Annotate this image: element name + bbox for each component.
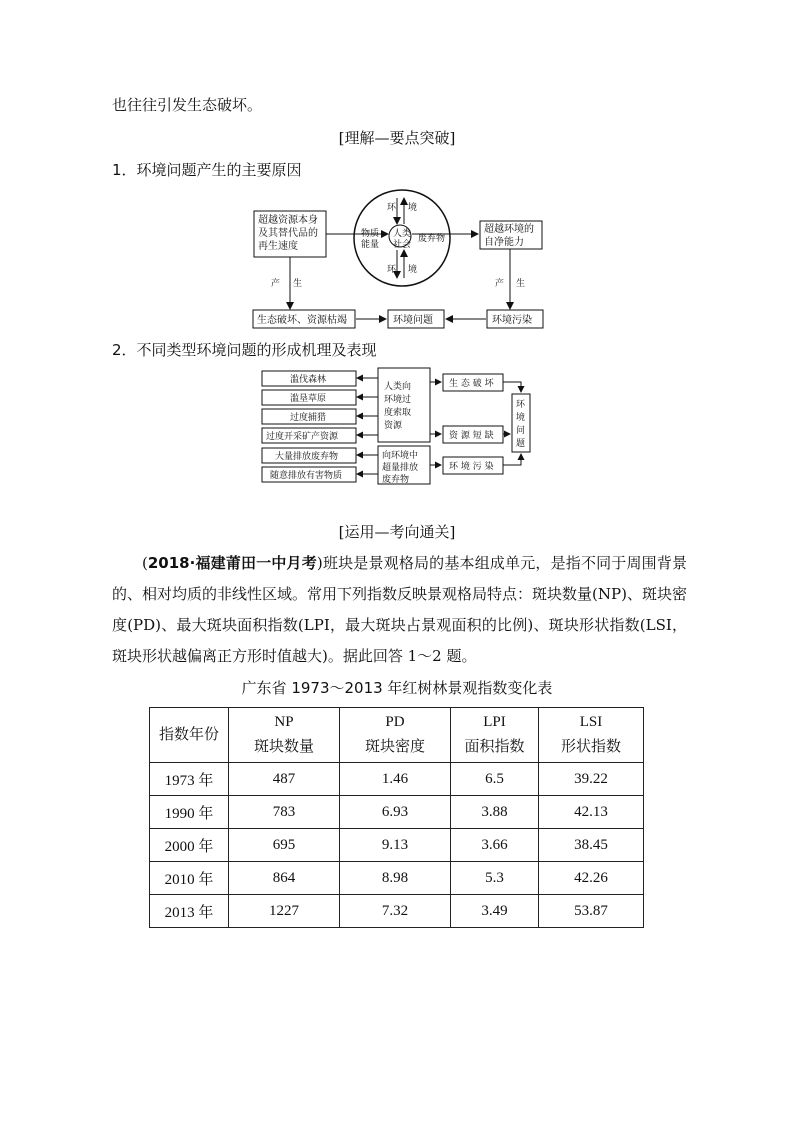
cell-np: 1227 <box>229 895 340 928</box>
left-item-6: 随意排放有害物质 <box>270 471 343 481</box>
cell-pd: 6.93 <box>340 796 451 829</box>
left-item-5: 大量排放废弃物 <box>275 452 339 462</box>
cell-lsi: 42.13 <box>539 796 644 829</box>
right-box-line1: 超越环境的 <box>484 224 534 235</box>
cell-lsi: 42.26 <box>539 862 644 895</box>
corner-header: 指数年份 <box>150 708 229 763</box>
left-item-2: 滥垦草原 <box>290 394 327 404</box>
table-title: 广东省 1973～2013 年红树林景观指数变化表 <box>241 679 553 697</box>
final-4: 题 <box>516 439 526 449</box>
cell-lsi: 38.45 <box>539 829 644 862</box>
question-paragraph: (2018·福建莆田一中月考)班块是景观格局的基本组成单元，是指不同于周围背景的、相对均质的非线性区域。常用下列指数反映景观格局特点：斑块数量(NP)、斑块密度(PD)、最大斑块面积指数(LPI，最大斑块占景观面积的比例)、斑块形状指数(LSI，斑块形状越偏离正方形时值越大)。据此回答 1～2 题。 <box>112 554 687 665</box>
circle-top-right: 境 <box>408 203 418 213</box>
mid-bottom-1: 向环境中 <box>382 451 419 461</box>
produce-left-a: 产 <box>271 279 281 289</box>
circle-left-line2: 能量 <box>361 240 380 250</box>
question-source: 2018·福建莆田一中月考 <box>147 554 317 572</box>
section-title-understand: [理解—要点突破] <box>338 129 456 147</box>
produce-right-b: 生 <box>516 279 526 289</box>
center-line1: 人类 <box>393 229 412 239</box>
circle-bottom-right: 境 <box>408 265 418 275</box>
bottom-right-label: 环境污染 <box>492 315 532 326</box>
cell-year: 2013 年 <box>150 895 229 928</box>
point1-title: 1．环境问题产生的主要原因 <box>112 161 302 179</box>
intro-line: 也往往引发生态破坏。 <box>112 96 263 114</box>
mid-top-1: 人类向 <box>384 382 412 392</box>
right-item-3: 环 境 污 染 <box>449 462 494 472</box>
produce-left-b: 生 <box>293 279 303 289</box>
cell-pd: 8.98 <box>340 862 451 895</box>
table-row <box>150 862 644 895</box>
header-lpi-name: 面积指数 <box>464 739 525 755</box>
mangrove-index-table <box>149 707 644 928</box>
bottom-left-label: 生态破坏、资源枯竭 <box>257 315 347 326</box>
circle-right-label: 废弃物 <box>418 234 446 244</box>
table-header-row <box>150 708 644 763</box>
cell-year: 2000 年 <box>150 829 229 862</box>
circle-top-left: 环 <box>387 203 397 213</box>
cell-lpi: 3.66 <box>451 829 539 862</box>
mid-top-3: 度索取 <box>384 408 412 418</box>
final-2: 境 <box>516 413 526 423</box>
point2-title: 2．不同类型环境问题的形成机理及表现 <box>112 341 377 359</box>
left-box-line1: 超越资源本身 <box>258 215 318 226</box>
header-lsi-name: 形状指数 <box>560 739 621 755</box>
mid-bottom-2: 超量排放 <box>382 463 419 473</box>
mechanism-diagram <box>0 0 794 500</box>
center-line2: 社会 <box>393 240 412 250</box>
circle-bottom-left: 环 <box>387 265 397 275</box>
header-np-name: 斑块数量 <box>253 739 314 755</box>
cell-year: 2010 年 <box>150 862 229 895</box>
cell-lsi: 53.87 <box>539 895 644 928</box>
produce-right-a: 产 <box>495 279 505 289</box>
header-lpi-code: LPI <box>483 714 506 730</box>
cell-lpi: 5.3 <box>451 862 539 895</box>
bottom-mid-label: 环境问题 <box>393 315 433 326</box>
cell-np: 487 <box>229 763 340 796</box>
left-item-1: 滥伐森林 <box>290 375 327 385</box>
cell-np: 864 <box>229 862 340 895</box>
cell-year: 1990 年 <box>150 796 229 829</box>
right-box-line2: 自净能力 <box>484 237 524 248</box>
cell-np: 783 <box>229 796 340 829</box>
header-lpi <box>451 708 539 763</box>
cell-np: 695 <box>229 829 340 862</box>
question-text: 班块是景观格局的基本组成单元，是指不同于周围背景的、相对均质的非线性区域。常用下列指数反映景观格局特点：斑块数量(NP)、斑块密度(PD)、最大斑块面积指数(LPI，最大斑块占景观面积的比例)、斑块形状指数(LSI，斑块形状越偏离正方形时值越大)。据此回答 1～2 题。 <box>112 554 687 665</box>
cell-year: 1973 年 <box>150 763 229 796</box>
section-title-apply: [运用—考向通关] <box>338 523 456 541</box>
header-pd-code: PD <box>385 714 405 730</box>
header-np <box>229 708 340 763</box>
left-box-line2: 及其替代品的 <box>258 228 318 239</box>
mid-top-4: 资源 <box>384 421 403 431</box>
table-row <box>150 763 644 796</box>
final-3: 问 <box>516 426 526 436</box>
header-pd <box>340 708 451 763</box>
header-lsi-code: LSI <box>579 714 603 730</box>
cell-pd: 7.32 <box>340 895 451 928</box>
left-item-3: 过度捕猎 <box>290 413 327 423</box>
table-row <box>150 895 644 928</box>
cell-lpi: 6.5 <box>451 763 539 796</box>
right-item-2: 资 源 短 缺 <box>449 431 494 441</box>
cell-lpi: 3.88 <box>451 796 539 829</box>
header-pd-name: 斑块密度 <box>364 739 425 755</box>
cell-lsi: 39.22 <box>539 763 644 796</box>
mid-bottom-3: 废弃物 <box>382 475 410 485</box>
right-item-1: 生 态 破 坏 <box>449 379 494 389</box>
cell-lpi: 3.49 <box>451 895 539 928</box>
header-np-code: NP <box>274 714 294 730</box>
cell-pd: 1.46 <box>340 763 451 796</box>
final-1: 环 <box>516 400 526 410</box>
left-box-line3: 再生速度 <box>258 241 298 252</box>
table-row <box>150 796 644 829</box>
left-items <box>262 371 356 482</box>
left-item-4: 过度开采矿产资源 <box>266 432 339 442</box>
header-lsi <box>539 708 644 763</box>
circle-left-line1: 物质 <box>361 229 380 239</box>
table-row <box>150 829 644 862</box>
cell-pd: 9.13 <box>340 829 451 862</box>
mid-top-2: 环境过 <box>384 395 412 405</box>
